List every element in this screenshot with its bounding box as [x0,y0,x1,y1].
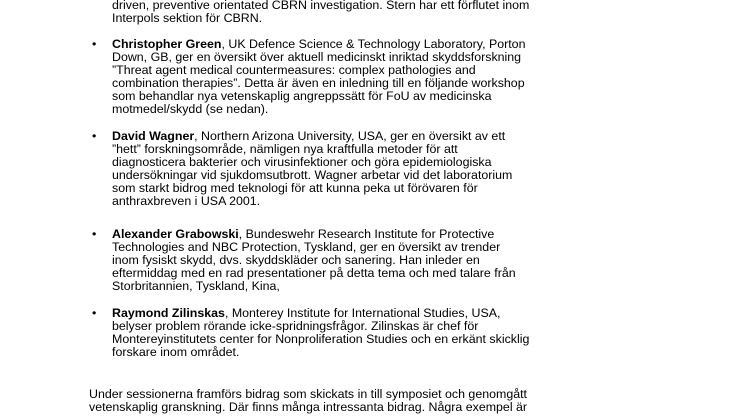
speaker-name: Christopher Green [112,37,222,51]
text-line: driven, preventive orientated CBRN investigation. Stern har ett förflutet inom [112,0,530,12]
text-line: Storbritannien, Tyskland, Kina, [112,279,280,294]
speaker-affiliation: , Northern Arizona University, USA, ger en översikt av ett [194,129,506,143]
text-line: belyser problem rörande icke-spridningsfrågor. Zilinskas är chef för [112,319,479,334]
speaker-name: Raymond Zilinskas [112,306,225,320]
bullet-icon: • [92,227,97,241]
text-line: ”Threat agent medical countermeasures: complex pathologies and [112,63,476,78]
bullet-icon: • [92,306,97,320]
text-line: Interpols sektion för CBRN. [112,11,263,26]
text-line: vetenskaplig granskning. Där finns många intressanta bidrag. Några exempel är [89,400,528,415]
text-line: undersökningar vid sjukdomsutbrott. Wagner arbetar vid det laboratorium [112,168,513,183]
speaker-affiliation: , Bundeswehr Research Institute for Protective [238,227,495,241]
text-line: anthraxbreven i USA 2001. [112,194,261,209]
text-line: Montereyinstitutets center for Nonproliferation Studies och en erkänt skicklig [112,332,530,347]
list-item-continuation [112,0,592,25]
text-line: forskare inom området. [112,345,240,360]
list-item-david-wagner [92,129,592,209]
text-line: Technologies and NBC Protection, Tyskland, ger en översikt av trender [112,240,501,255]
text-line: som starkt bidrog med teknologi för att kunna peka ut förövaren för [112,181,478,196]
text-line: Down, GB, ger en översikt över aktuell medicinskt inriktad skyddsforskning [112,50,522,65]
text-line: inom fysiskt skydd, dvs. skyddskläder och sanering. Han inleder en [112,253,480,268]
bullet-icon: • [92,129,97,143]
text-line: combination therapies”. Detta är även en inledning till en följande workshop [112,76,525,91]
bullet-icon: • [92,37,97,51]
list-item-christopher-green [92,37,592,117]
text-line: eftermiddag med en rad presentationer på detta tema och med talare från [112,266,516,281]
text-line: ”hett” forskningsområde, nämligen nya kraftfulla metoder för att [112,142,458,157]
text-line: motmedel/skydd (se nedan). [112,102,269,117]
speaker-affiliation: , UK Defence Science & Technology Laboratory, Porton [221,37,526,51]
speaker-name: Alexander Grabowski [112,227,239,241]
text-line: Under sessionerna framförs bidrag som skickats in till symposiet och genomgått [89,387,527,401]
text-line: diagnosticera bakterier och virusinfektioner och göra epidemiologiska [112,155,492,170]
list-item-alexander-grabowski [92,227,592,294]
text-line: som behandlar nya vetenskaplig angreppssätt för FoU av medicinska [112,89,492,104]
list-item-raymond-zilinskas [92,306,592,360]
speaker-name: David Wagner [112,129,195,143]
closing-paragraph [89,388,609,414]
speaker-affiliation: , Monterey Institute for International Studies, USA, [224,306,501,320]
